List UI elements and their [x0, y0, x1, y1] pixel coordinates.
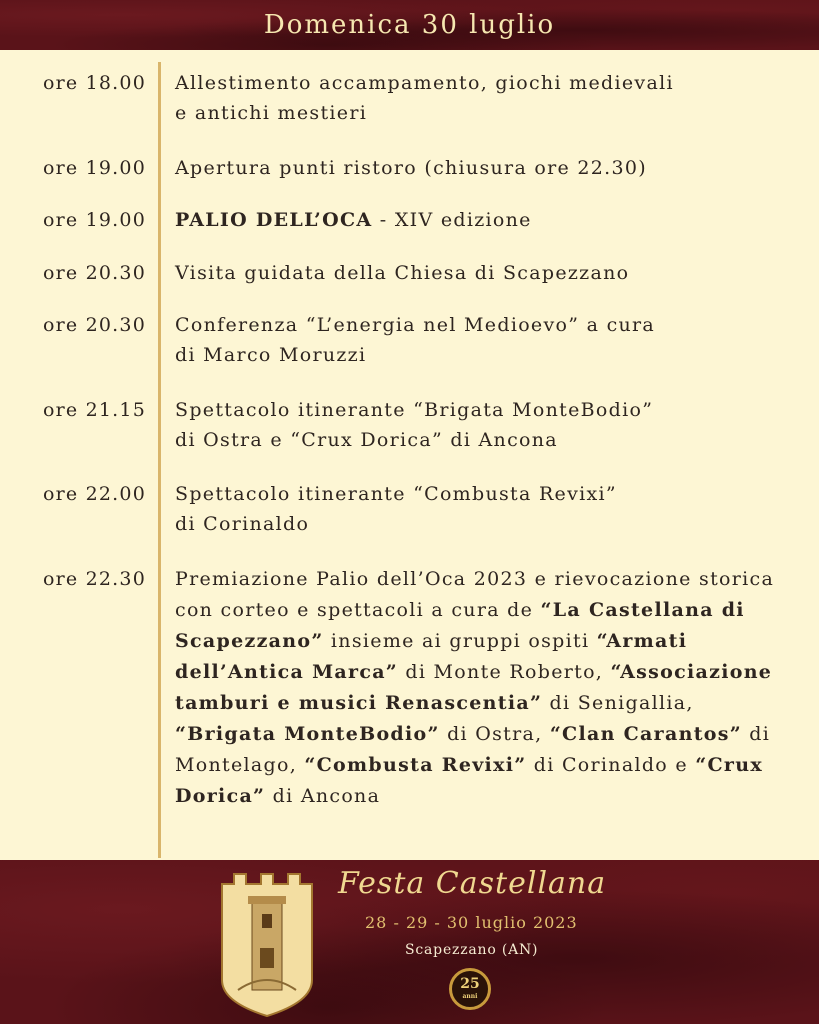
badge-number: 25 — [460, 976, 480, 992]
text-run: insieme ai gruppi ospiti — [323, 630, 597, 652]
schedule-text — [175, 258, 800, 288]
anniversary-badge-icon — [449, 968, 491, 1010]
schedule-line: Spettacolo itinerante “Combusta Revixi” — [175, 483, 617, 505]
text-run: di Corinaldo e — [526, 754, 696, 776]
schedule-line: Conferenza “L’energia nel Medioevo” a cura — [175, 314, 656, 336]
group-name: “Combusta Revixi” — [304, 754, 527, 776]
schedule-text — [175, 310, 800, 370]
header-bar — [0, 0, 819, 50]
schedule-paragraph — [175, 564, 800, 812]
schedule-time: ore 19.00 — [43, 209, 146, 231]
schedule-line: Visita guidata della Chiesa di Scapezzano — [175, 262, 630, 284]
schedule-time: ore 18.00 — [43, 72, 146, 94]
schedule-time: ore 20.30 — [43, 262, 146, 284]
schedule-line: di Ostra e “Crux Dorica” di Ancona — [175, 429, 558, 451]
schedule-time: ore 20.30 — [43, 314, 146, 336]
schedule-line: Spettacolo itinerante “Brigata MonteBodio” — [175, 399, 654, 421]
text-run: Premiazione Palio dell’Oca 2023 e rievocazione storica con corteo e spettacoli a cura de — [175, 568, 775, 621]
group-name: “La Castellana di Scapezzano” — [175, 599, 745, 652]
text-run: di Monte Roberto, — [398, 661, 611, 683]
group-name: “Armati dell’Antica Marca” — [175, 630, 688, 683]
schedule-text — [175, 479, 800, 539]
text-run: di Senigallia, — [542, 692, 694, 714]
timeline-divider — [158, 62, 161, 858]
text-run: di Ancona — [265, 785, 381, 807]
badge-sub: anni — [462, 993, 478, 1000]
schedule-text — [175, 68, 800, 128]
text-run: di Montelago, — [175, 723, 771, 776]
group-name: “Clan Carantos” — [549, 723, 742, 745]
group-name: “Associazione tamburi e musici Renascentia” — [175, 661, 773, 714]
schedule-line: di Corinaldo — [175, 513, 310, 535]
schedule-line: e antichi mestieri — [175, 102, 368, 124]
schedule-text — [175, 395, 800, 455]
schedule-line: di Marco Moruzzi — [175, 344, 367, 366]
group-name: “Brigata MonteBodio” — [175, 723, 440, 745]
festival-title: Festa Castellana — [338, 866, 607, 901]
group-name: “Crux Dorica” — [175, 754, 763, 807]
schedule-time: ore 19.00 — [43, 157, 146, 179]
text-run: di Ostra, — [439, 723, 550, 745]
schedule-line: Allestimento accampamento, giochi medievali — [175, 72, 674, 94]
event-edition: - XIV edizione — [372, 209, 532, 231]
festival-place: Scapezzano (AN) — [405, 942, 539, 958]
schedule-time: ore 22.00 — [43, 483, 146, 505]
castle-shield-icon — [218, 870, 316, 1018]
festival-dates: 28 - 29 - 30 luglio 2023 — [365, 913, 578, 932]
event-title-bold: PALIO DELL’OCA — [175, 209, 373, 231]
schedule-text — [175, 205, 800, 235]
schedule-time: ore 22.30 — [43, 568, 146, 590]
schedule-time: ore 21.15 — [43, 399, 146, 421]
schedule-text — [175, 153, 800, 183]
schedule-line: Apertura punti ristoro (chiusura ore 22.30) — [175, 157, 648, 179]
day-title: Domenica 30 luglio — [263, 10, 556, 40]
